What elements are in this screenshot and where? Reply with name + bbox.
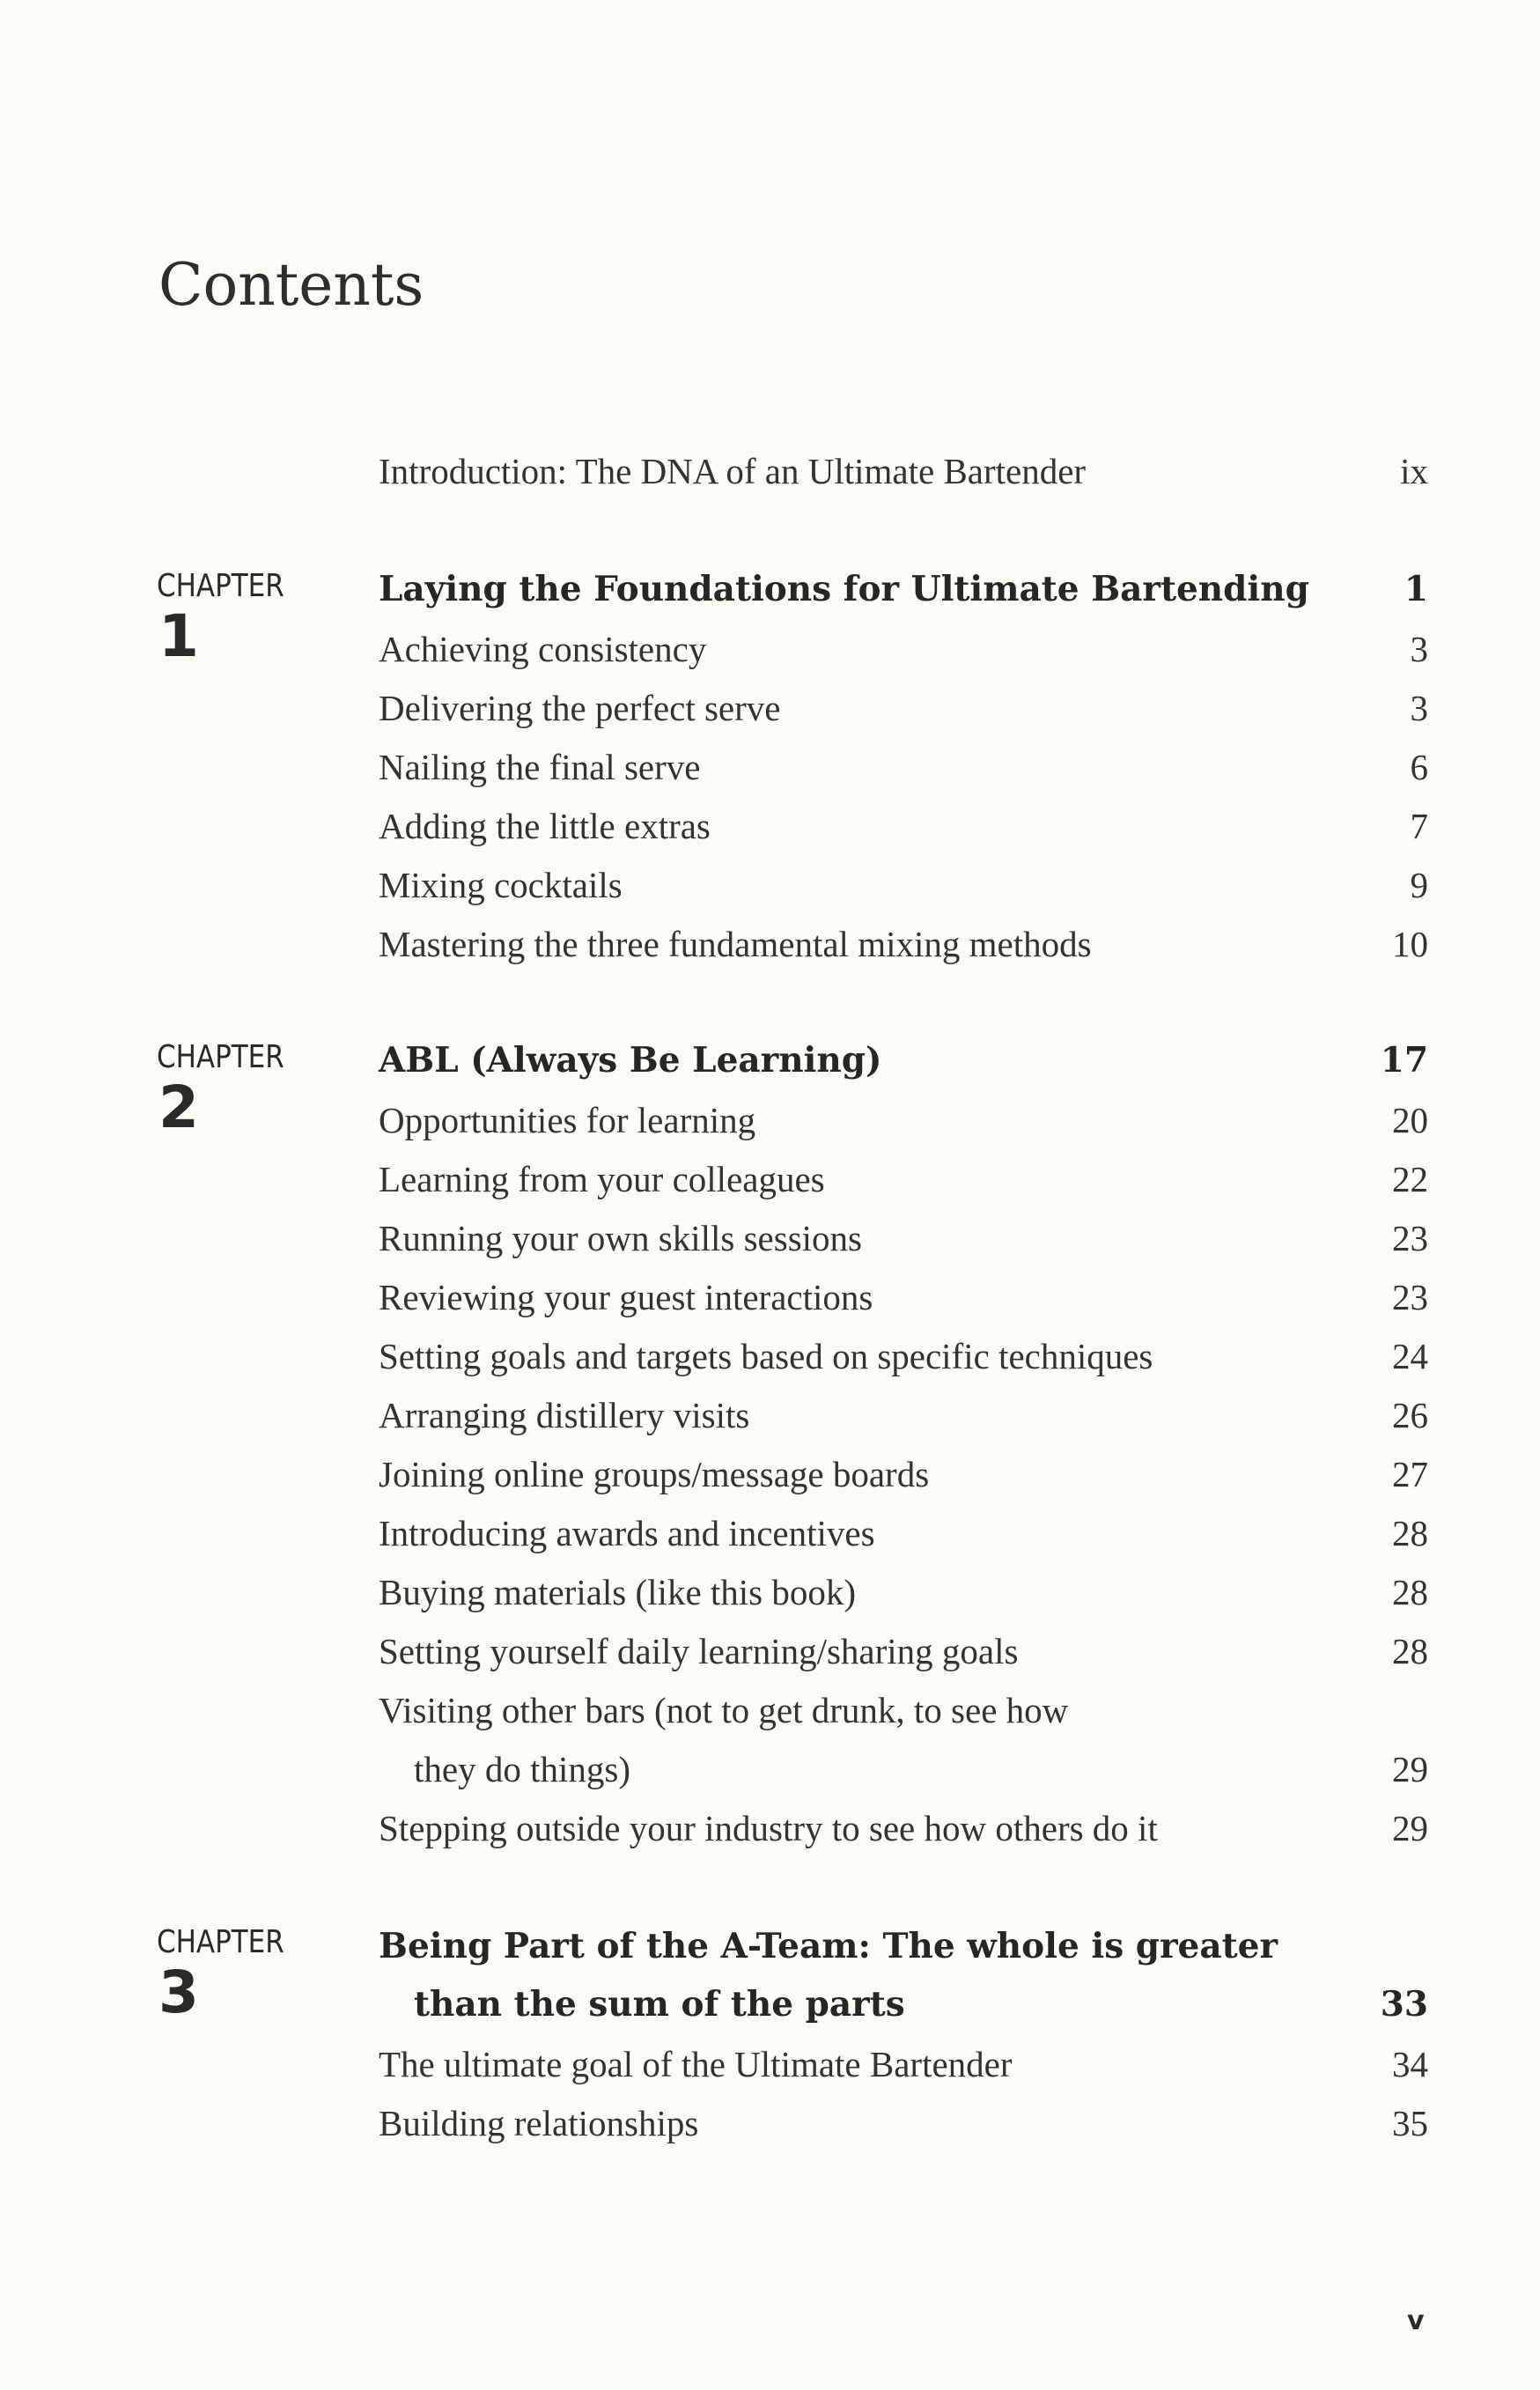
entry-title: Running your own skills sessions	[379, 1218, 862, 1258]
toc-entry[interactable]	[379, 738, 1428, 796]
entry-page: 3	[1410, 629, 1428, 669]
entry-page: 9	[1410, 865, 1428, 905]
entry-title: Reviewing your guest interactions	[379, 1277, 873, 1317]
chapter-title-2[interactable]	[379, 1031, 1428, 1089]
entry-title: Being Part of the A-Team: The whole is greater	[379, 1926, 1278, 1966]
toc-entry[interactable]	[379, 797, 1428, 855]
toc-entry[interactable]	[379, 1681, 1428, 1739]
entry-title: Introduction: The DNA of an Ultimate Bartender	[379, 451, 1087, 491]
entry-title-continued: than the sum of the parts	[414, 1984, 905, 2025]
toc-entry[interactable]	[379, 679, 1428, 737]
entry-page: 28	[1392, 1631, 1428, 1671]
toc-entry[interactable]	[379, 1150, 1428, 1208]
toc-entry[interactable]	[379, 1799, 1428, 1857]
toc-entry[interactable]	[379, 1268, 1428, 1326]
entry-page: 17	[1380, 1040, 1428, 1081]
entry-page: 3	[1410, 688, 1428, 728]
entry-page: 26	[1392, 1395, 1428, 1435]
entry-page: 24	[1392, 1336, 1428, 1376]
toc-entry[interactable]	[379, 2035, 1428, 2093]
chapter-label: CHAPTER	[157, 568, 284, 604]
toc-entry[interactable]	[379, 1209, 1428, 1267]
entry-title: The ultimate goal of the Ultimate Bartender	[379, 2044, 1013, 2084]
chapter-title-3-continued[interactable]	[379, 1975, 1428, 2033]
entry-page: 23	[1392, 1218, 1428, 1258]
entry-title: Building relationships	[379, 2103, 699, 2143]
entry-title: Delivering the perfect serve	[379, 688, 781, 728]
entry-page: 22	[1392, 1159, 1428, 1199]
entry-page: 1	[1404, 569, 1428, 609]
entry-title: ABL (Always Be Learning)	[379, 1040, 882, 1081]
entry-title: Joining online groups/message boards	[379, 1454, 930, 1494]
entry-page: 33	[1380, 1984, 1428, 2025]
toc-entry[interactable]	[379, 1327, 1428, 1385]
entry-page: 20	[1392, 1100, 1428, 1140]
entry-page: 34	[1392, 2044, 1428, 2084]
entry-title: Opportunities for learning	[379, 1100, 756, 1140]
chapter-number: 2	[158, 1073, 199, 1141]
entry-page: 28	[1392, 1572, 1428, 1612]
entry-page: 7	[1410, 806, 1428, 846]
toc-entry[interactable]	[379, 1622, 1428, 1680]
entry-title: Mastering the three fundamental mixing methods	[379, 924, 1092, 964]
entry-title: Setting goals and targets based on specific techniques	[379, 1336, 1153, 1376]
toc-entry[interactable]	[379, 1563, 1428, 1621]
page-title: Contents	[158, 251, 424, 319]
page-number: v	[1407, 2305, 1425, 2336]
chapter-title-1[interactable]	[379, 560, 1428, 618]
entry-page: 29	[1392, 1808, 1428, 1848]
entry-title: Adding the little extras	[379, 806, 711, 846]
entry-title: Stepping outside your industry to see how others do it	[379, 1808, 1158, 1848]
entry-title-continued: they do things)	[414, 1749, 630, 1789]
toc-entry[interactable]	[379, 915, 1428, 973]
entry-page: 28	[1392, 1513, 1428, 1553]
toc-entry[interactable]	[379, 856, 1428, 914]
entry-title: Nailing the final serve	[379, 747, 701, 787]
entry-page: ix	[1400, 451, 1428, 491]
entry-title: Achieving consistency	[379, 629, 707, 669]
entry-page: 6	[1410, 747, 1428, 787]
toc-entry-introduction[interactable]	[379, 442, 1428, 500]
entry-title: Buying materials (like this book)	[379, 1572, 857, 1612]
entry-title: Mixing cocktails	[379, 865, 623, 905]
entry-page: 27	[1392, 1454, 1428, 1494]
toc-entry[interactable]	[379, 1091, 1428, 1149]
toc-entry[interactable]	[379, 1445, 1428, 1503]
entry-title: Learning from your colleagues	[379, 1159, 825, 1199]
chapter-number: 3	[158, 1958, 199, 2026]
entry-title: Introducing awards and incentives	[379, 1513, 875, 1553]
toc-entry[interactable]	[379, 1504, 1428, 1562]
entry-title: Arranging distillery visits	[379, 1395, 750, 1435]
entry-page: 35	[1392, 2103, 1428, 2143]
chapter-number: 1	[158, 602, 199, 670]
entry-page: 10	[1392, 924, 1428, 964]
toc-entry[interactable]	[379, 1386, 1428, 1444]
chapter-title-3[interactable]	[379, 1917, 1428, 1975]
entry-page: 23	[1392, 1277, 1428, 1317]
entry-page: 29	[1392, 1749, 1428, 1789]
toc-entry[interactable]	[379, 2094, 1428, 2152]
toc-entry[interactable]	[379, 620, 1428, 678]
entry-title: Laying the Foundations for Ultimate Bartending	[379, 569, 1309, 609]
toc-entry-continued[interactable]	[379, 1740, 1428, 1798]
entry-title: Setting yourself daily learning/sharing goals	[379, 1631, 1019, 1671]
chapter-label: CHAPTER	[157, 1924, 284, 1960]
chapter-label: CHAPTER	[157, 1039, 284, 1075]
entry-title: Visiting other bars (not to get drunk, to see how	[379, 1690, 1069, 1730]
